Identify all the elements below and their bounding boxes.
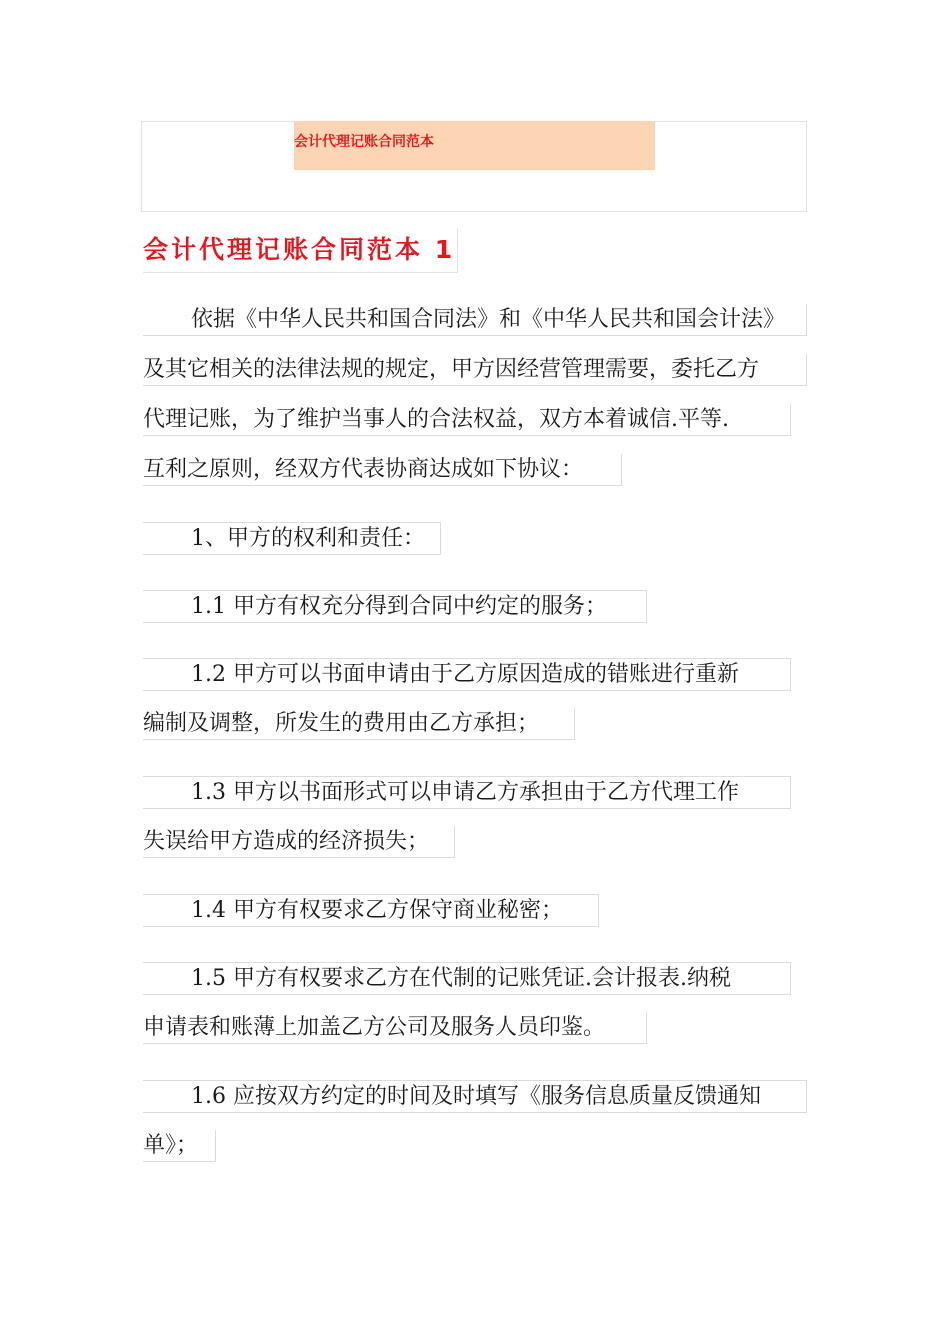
paragraph-line: 及其它相关的法律法规的规定，甲方因经营管理需要，委托乙方 xyxy=(143,354,807,386)
clause-line: 1.3 甲方以书面形式可以申请乙方承担由于乙方代理工作 xyxy=(143,776,791,809)
clause-line: 编制及调整，所发生的费用由乙方承担； xyxy=(143,708,575,740)
document-title: 会计代理记账合同范本 1 xyxy=(143,228,458,273)
clause-line: 1.2 甲方可以书面申请由于乙方原因造成的错账进行重新 xyxy=(143,658,791,691)
clause-line: 1.4 甲方有权要求乙方保守商业秘密； xyxy=(143,894,599,927)
clause-line: 单》； xyxy=(143,1130,216,1162)
paragraph-line: 依据《中华人民共和国合同法》和《中华人民共和国会计法》 xyxy=(143,304,807,336)
clause-line: 失误给甲方造成的经济损失； xyxy=(143,826,455,858)
header-tag-text: 会计代理记账合同范本 xyxy=(294,134,434,150)
clause-line: 申请表和账薄上加盖乙方公司及服务人员印鉴。 xyxy=(143,1012,647,1044)
clause-line: 1.5 甲方有权要求乙方在代制的记账凭证.会计报表.纳税 xyxy=(143,962,791,995)
clause-line: 1.6 应按双方约定的时间及时填写《服务信息质量反馈通知 xyxy=(143,1080,807,1113)
section-heading: 1、甲方的权利和责任： xyxy=(143,522,441,555)
paragraph-line: 互利之原则，经双方代表协商达成如下协议： xyxy=(143,454,622,486)
clause-line: 1.1 甲方有权充分得到合同中约定的服务； xyxy=(143,590,647,623)
paragraph-line: 代理记账，为了维护当事人的合法权益，双方本着诚信.平等. xyxy=(143,404,791,436)
